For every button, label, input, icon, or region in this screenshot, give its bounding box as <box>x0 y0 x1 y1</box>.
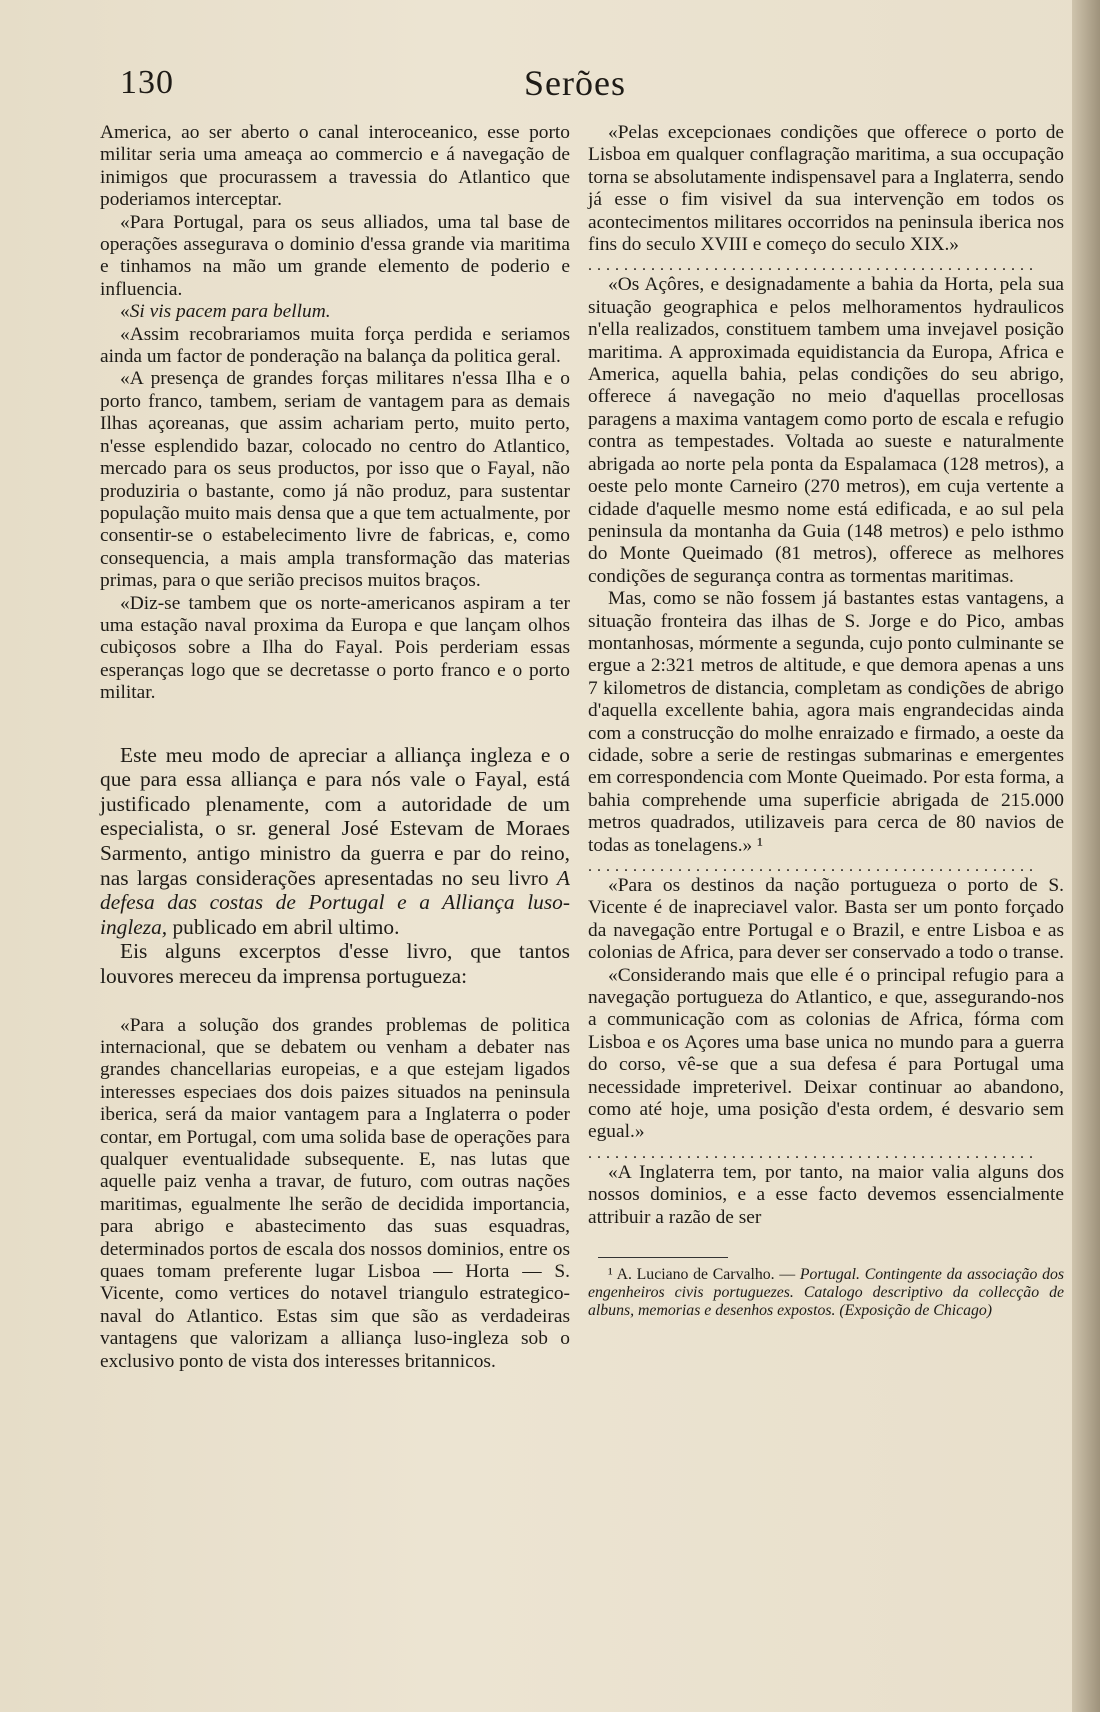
paragraph-author: Eis alguns excerptos d'esse livro, que tantos louvores mereceu da imprensa portugueza: <box>100 939 570 988</box>
paragraph: «A Inglaterra tem, por tanto, na maior valia alguns dos nossos dominios, e a esse facto devemos essencialmente attribuir a razão de ser <box>588 1161 1064 1228</box>
paragraph: «Para Portugal, para os seus alliados, uma tal base de operações assegurava o dominio d'essa grande via maritima e tinhamos na mão um grande elemento de poderio e influencia. <box>100 211 570 300</box>
page-edge-shadow <box>1072 0 1100 1712</box>
ellipsis-divider: .................................................. <box>588 258 1038 275</box>
ellipsis-divider: .................................................. <box>588 1145 1038 1162</box>
footnote: ¹ A. Luciano de Carvalho. — Portugal. Contingente da associação dos engenheiros civis portuguezes. Catalogo descriptivo da collecção de albuns, memorias e desenhos expostos. (Exposição de Chicago) <box>588 1266 1065 1320</box>
paragraph: «A presença de grandes forças militares n'essa Ilha e o porto franco, tambem, seriam de vantagem para as demais Ilhas açoreanas, que assim achariam perto, muito perto, n'esse esplendido bazar, colocado no centro do Atlantico, mercado para os seus productos, por isso que o Fayal, não produziria o bastante, como já não produz, para sustentar população muito mais densa que a que tem actualmente, por consentir-se o estabelecimento livre de fabricas, e, como consequencia, a mais ampla transformação das materias primas, para o que serião precisos muitos braços. <box>100 368 570 592</box>
paragraph: «Pelas excepcionaes condições que offerece o porto de Lisboa em qualquer conflagração maritima, a sua occupação torna se absolutamente indispensavel para a Inglaterra, sendo já esse o fim visivel da sua intervenção em todos os acontecimentos militares occorridos na peninsula iberica nos fins do seculo XVIII e começo do seculo XIX.» <box>588 122 1064 256</box>
right-column <box>588 122 1064 1320</box>
paragraph-author: Este meu modo de apreciar a alliança ingleza e o que para essa alliança e para nós vale o Fayal, está justificado plenamente, com a autoridade de um especialista, o sr. general José Estevam de Moraes Sarmento, antigo ministro da guerra e par do reino, nas largas considerações apresentadas no seu livro A defesa das costas de Portugal e a Alliança luso-ingleza, publicado em abril ultimo. <box>100 742 570 939</box>
paragraph <box>100 301 570 323</box>
page-number: 130 <box>120 64 174 101</box>
quote-mark: « <box>120 301 130 323</box>
paragraph: «Considerando mais que elle é o principal refugio para a navegação portugueza do Atlantico, e que, assegurando-nos a communicação com as colonias de Africa, fórma com Lisboa e os Açores uma base unica no mundo para a guerra do corso, vê-se que a sua defesa é para Portugal uma necessidade impreterivel. Deixar continuar ao abandono, como até hoje, uma posição d'esta ordem, é desvario sem egual.» <box>588 964 1064 1143</box>
paragraph: America, ao ser aberto o canal interoceanico, esse porto militar seria uma ameaça ao commercio e á navegação de inimigos que procurassem a travessia do Atlantico que poderiamos interceptar. <box>100 122 570 211</box>
book-title: A defesa das costas de Portugal e a Alliança luso-ingleza, <box>100 865 570 939</box>
footnote-citation: Portugal. Contingente da associação dos engenheiros civis portuguezes. Catalogo descriptivo da collecção de albuns, memorias e desenhos expostos. (Exposição de Chicago) <box>588 1266 1065 1320</box>
paragraph: «Para a solução dos grandes problemas de politica internacional, que se debatem ou venham a debater nas grandes chancellarias europeias, e a que estejam ligados interesses especiaes dos dois paizes situados na peninsula iberica, será da maior vantagem para a Inglaterra o poder contar, em Portugal, com uma solida base de operações para qualquer eventualidade subsequente. E, nas lutas que aquelle paiz venha a travar, de futuro, com outras nações maritimas, egualmente lhe serão de decidida importancia, para abrigo e abastecimento das suas esquadras, determinados portos de escala dos nossos dominios, entre os quaes tomam preferente lugar Lisboa — Horta — S. Vicente, como vertices do notavel triangulo estrategico-naval do Atlantico. Estas sim que são as verdadeiras vantagens que valorizam a alliança luso-ingleza sob o exclusivo ponto de vista dos interesses britannicos. <box>100 1014 570 1372</box>
paragraph: Mas, como se não fossem já bastantes estas vantagens, a situação fronteira das ilhas de S. Jorge e do Pico, ambas montanhosas, mórmente a segunda, cujo ponto culminante se ergue a 2:321 metros de altitude, e que demora apenas a uns 7 kilometros de distancia, completam as condições de abrigo d'aquella excellente bahia, agora mais engrandecidas ainda com a construcção do molhe enraizado e firmado, a oeste da cidade, sobre a serie de restingas submarinas e emergentes em correspondencia com Monte Queimado. Por esta forma, a bahia comprehende uma superficie abrigada de 215.000 metros quadrados, utilizaveis para cerca de 80 navios de todas as tonelagens.» ¹ <box>588 588 1064 856</box>
paragraph: «Os Açôres, e designadamente a bahia da Horta, pela sua situação geographica e pelos melhoramentos hydraulicos n'ella realizados, constituem tambem uma invejavel posição maritima. A approximada equidistancia da Europa, Africa e America, aquella bahia, pelas condições do seu abrigo, offerece á navegação no meio d'aquellas procellosas paragens a maxima vantagem como porto de escala e refugio contra as tempestades. Voltada ao sueste e naturalmente abrigada ao norte pela ponta da Espalamaca (128 metros), a oeste pelo monte Carneiro (270 metros), em cuja vertente a cidade d'aquelle mesmo nome está edificada, e ao sul pela peninsula da montanha da Guia (148 metros) e pelo isthmo do Monte Queimado (81 metros), offerece as melhores condições de segurança contra as tormentas maritimas. <box>588 274 1064 587</box>
footnote-rule <box>598 1257 728 1258</box>
running-head-title: Serões <box>524 63 626 103</box>
paragraph: «Assim recobrariamos muita força perdida e seriamos ainda um factor de ponderação na balança da politica geral. <box>100 323 570 368</box>
paragraph: «Diz-se tambem que os norte-americanos aspiram a ter uma estação naval proxima da Europa e que lançam olhos cubiçosos sobre a Ilha do Fayal. Pois perderiam essas esperanças logo que se decretasse o porto franco e o porto militar. <box>100 592 570 704</box>
latin-motto: Si vis pacem para bellum. <box>129 301 331 323</box>
ellipsis-divider: .................................................. <box>588 859 1038 875</box>
paragraph: «Para os destinos da nação portugueza o porto de S. Vicente é de inapreciavel valor. Basta ser um ponto forçado da navegação entre Portugal e o Brazil, e entre Lisboa e as colonias de Africa, para dever ser conservado a todo o transe. <box>588 875 1064 964</box>
left-column <box>100 122 570 1373</box>
